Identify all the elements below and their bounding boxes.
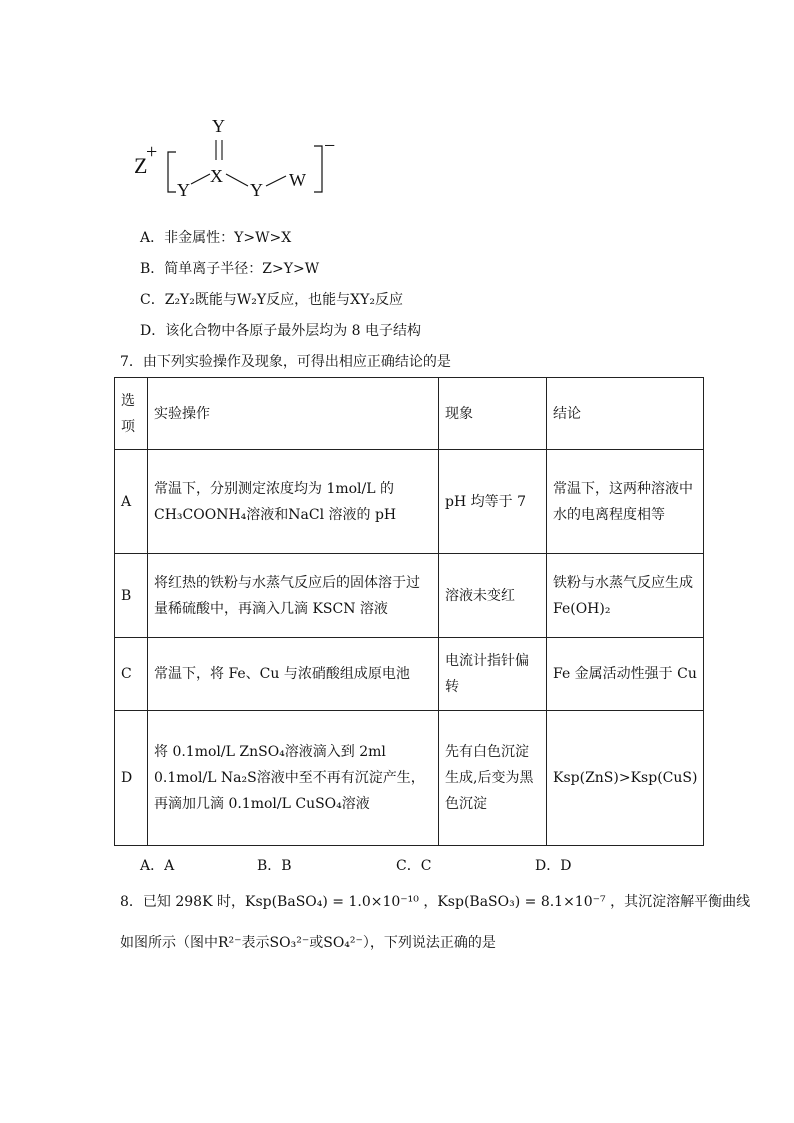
row-conclusion: Fe 金属活动性强于 Cu xyxy=(547,638,704,711)
anion-charge: − xyxy=(324,135,336,157)
left-atom: Y xyxy=(177,180,190,200)
experiment-table xyxy=(114,377,704,846)
q7-answer-d: D．D xyxy=(535,858,572,874)
row-phenomenon: 溶液未变红 xyxy=(439,554,547,638)
option-letter: A． xyxy=(140,230,165,246)
table-row xyxy=(115,450,704,554)
option-text: 非金属性：Y>W>X xyxy=(164,230,292,246)
q8-stem-line2: 如图所示（图中R²⁻表示SO₃²⁻或SO₄²⁻），下列说法正确的是 xyxy=(120,935,496,951)
cation-symbol: Z xyxy=(134,153,148,178)
cation-charge: + xyxy=(146,141,158,163)
header-option: 选项 xyxy=(115,378,148,450)
row-option: D xyxy=(115,711,148,846)
row-conclusion: Ksp(ZnS)>Ksp(CuS) xyxy=(547,711,704,846)
row-phenomenon: 先有白色沉淀生成,后变为黑色沉淀 xyxy=(439,711,547,846)
row-operation: 常温下，分别测定浓度均为 1mol/L 的 CH₃COONH₄溶液和NaCl 溶液的 pH xyxy=(148,450,439,554)
row-conclusion: 常温下，这两种溶液中水的电离程度相等 xyxy=(547,450,704,554)
bond-left xyxy=(191,174,210,184)
bridge-atom: Y xyxy=(250,180,263,200)
option-text: Z₂Y₂既能与W₂Y反应，也能与XY₂反应 xyxy=(164,292,403,308)
table-row xyxy=(115,554,704,638)
q7-answer-a: A．A xyxy=(140,858,175,874)
header-conclusion: 结论 xyxy=(547,378,704,450)
row-phenomenon: pH 均等于 7 xyxy=(439,450,547,554)
row-option: B xyxy=(115,554,148,638)
option-text: 简单离子半径：Z>Y>W xyxy=(164,261,320,277)
row-operation: 将 0.1mol/L ZnSO₄溶液滴入到 2ml 0.1mol/L Na₂S溶液中至不再有沉淀产生，再滴加几滴 0.1mol/L CuSO₄溶液 xyxy=(148,711,439,846)
q7-answer-b: B．B xyxy=(257,858,292,874)
row-option: C xyxy=(115,638,148,711)
q6-option-b xyxy=(140,259,319,279)
q6-option-c xyxy=(140,290,403,310)
table-header-row xyxy=(115,378,704,450)
right-atom: W xyxy=(289,170,306,190)
q7-stem: 7．由下列实验操作及现象，可得出相应正确结论的是 xyxy=(120,354,451,370)
row-phenomenon: 电流计指针偏转 xyxy=(439,638,547,711)
option-letter: D． xyxy=(140,323,166,339)
bond-right xyxy=(226,174,248,186)
left-bracket xyxy=(168,152,176,192)
header-operation: 实验操作 xyxy=(148,378,439,450)
top-atom: Y xyxy=(212,116,225,136)
table-row xyxy=(115,638,704,711)
option-text: 该化合物中各原子最外层均为 8 电子结构 xyxy=(165,323,422,339)
row-option: A xyxy=(115,450,148,554)
q6-option-a xyxy=(140,228,291,248)
option-letter: B． xyxy=(140,261,165,277)
structure-formula xyxy=(128,110,358,205)
row-conclusion: 铁粉与水蒸气反应生成Fe(OH)₂ xyxy=(547,554,704,638)
q6-option-d xyxy=(140,321,421,341)
row-operation: 常温下，将 Fe、Cu 与浓硝酸组成原电池 xyxy=(148,638,439,711)
bond-w xyxy=(266,176,286,186)
q7-answer-c: C．C xyxy=(396,858,432,874)
center-atom: X xyxy=(210,166,223,186)
table-row xyxy=(115,711,704,846)
q8-stem-line1: 8．已知 298K 时，Ksp(BaSO₄) = 1.0×10⁻¹⁰ ，Ksp(BaSO₃) = 8.1×10⁻⁷ ，其沉淀溶解平衡曲线 xyxy=(120,894,751,910)
option-letter: C． xyxy=(140,292,165,308)
row-operation: 将红热的铁粉与水蒸气反应后的固体溶于过量稀硫酸中，再滴入几滴 KSCN 溶液 xyxy=(148,554,439,638)
right-bracket xyxy=(314,146,322,192)
header-phenomenon: 现象 xyxy=(439,378,547,450)
